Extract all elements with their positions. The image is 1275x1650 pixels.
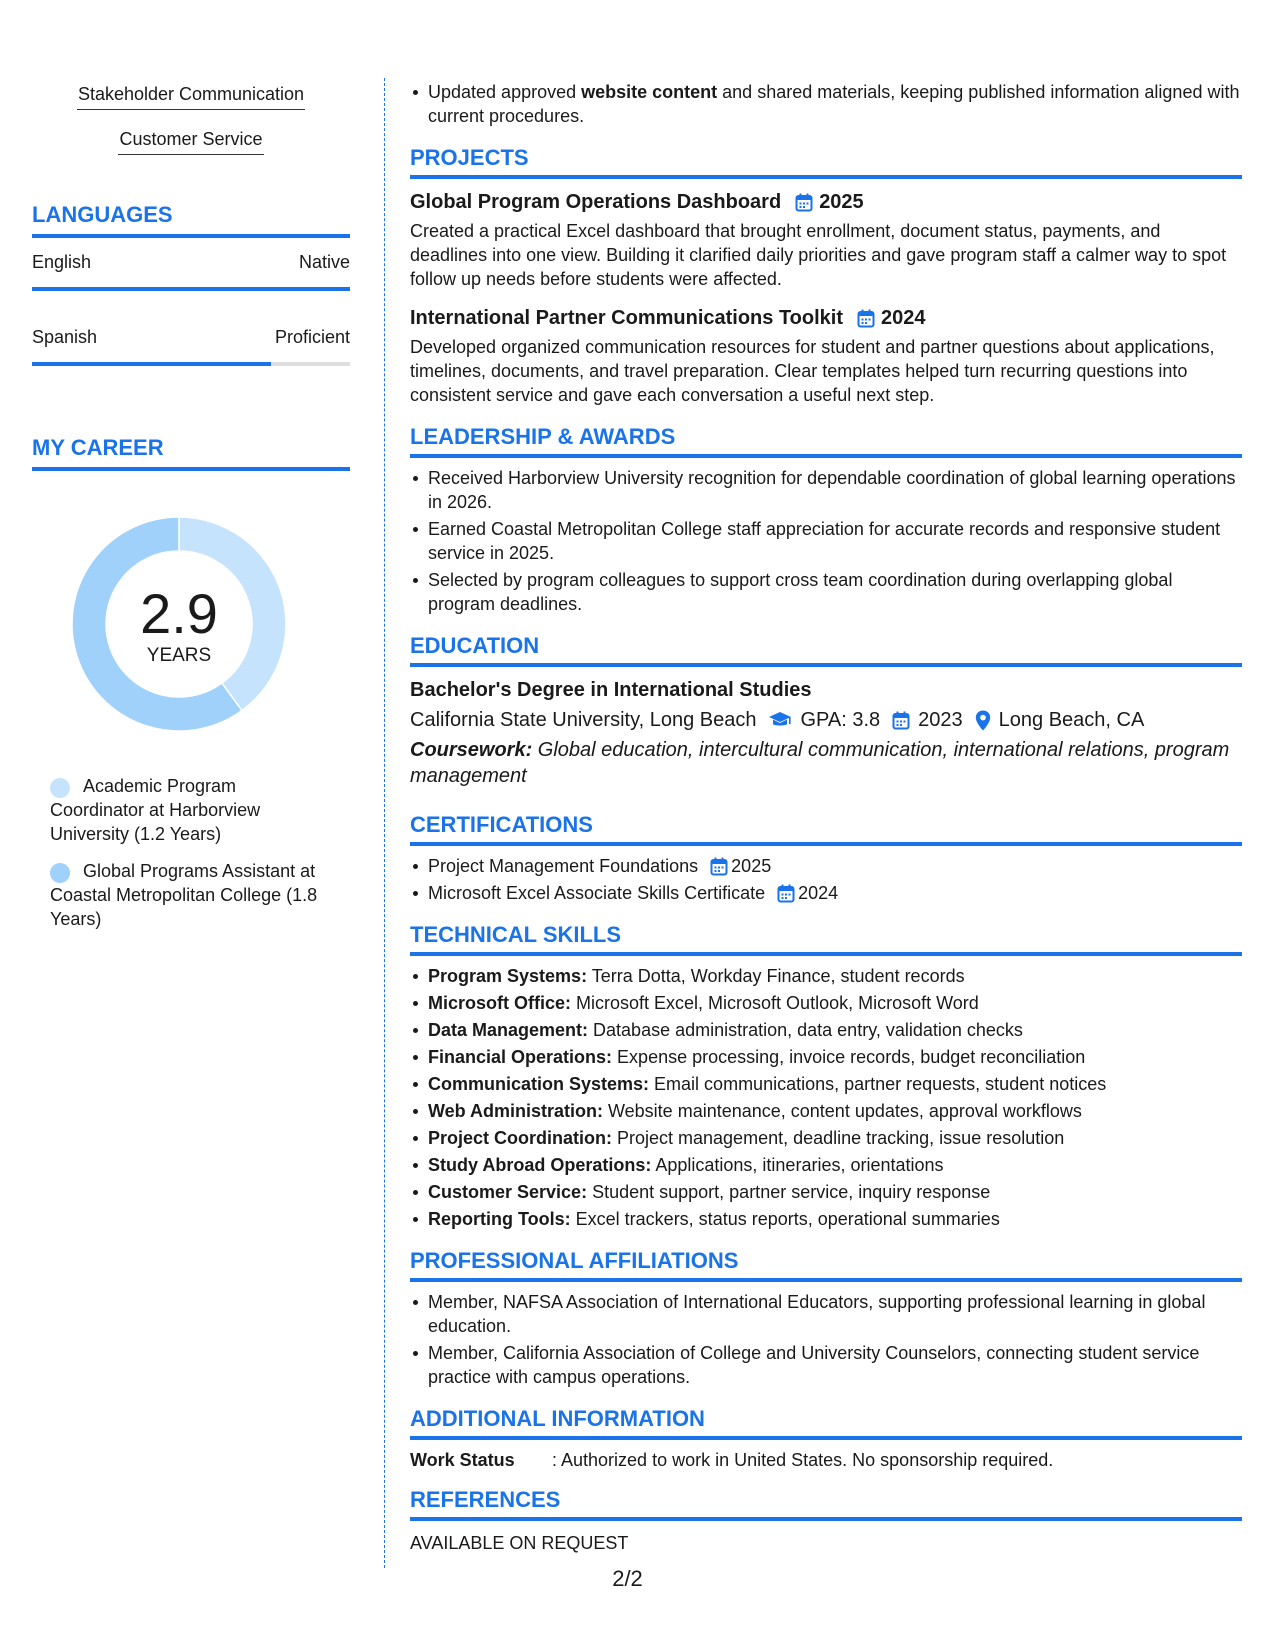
- career-total-years: 2.9: [140, 582, 218, 645]
- calendar-icon: [710, 857, 728, 876]
- education-details: [410, 707, 1242, 733]
- technical-skills-list: [410, 964, 1242, 1231]
- project-description: Developed organized communication resources for student and partner questions about applications, timelines, documents, and travel preparation. Clear templates helped turn recurring questions into consistent service and gave each conversation a useful next step.: [410, 337, 1215, 405]
- list-item: Updated approved website content and shared materials, keeping published information aligned with current procedures.: [410, 80, 1242, 128]
- language-row: [32, 250, 350, 274]
- skill-label: Reporting Tools:: [428, 1209, 571, 1229]
- page-number: 2/2: [612, 1566, 643, 1591]
- skill-value: Applications, itineraries, orientations: [651, 1155, 944, 1175]
- calendar-icon: [777, 884, 795, 903]
- graduation-cap-icon: [768, 711, 792, 729]
- language-level: Native: [298, 252, 350, 272]
- language-level: Proficient: [274, 327, 350, 347]
- career-legend: [50, 774, 320, 931]
- project-title: Global Program Operations Dashboard 2025: [410, 191, 864, 213]
- skill-tag: Customer Service: [32, 127, 350, 155]
- additional-info-heading: ADDITIONAL INFORMATION: [410, 1405, 1242, 1440]
- calendar-icon: [892, 711, 910, 730]
- language-row: [32, 325, 350, 349]
- career-heading: MY CAREER: [32, 434, 350, 471]
- skill-label: Web Administration:: [428, 1101, 603, 1121]
- list-item: Received Harborview University recognition for dependable coordination of global learning operations in 2026.: [410, 466, 1242, 514]
- right-column: [410, 80, 1242, 1555]
- skill-label: Microsoft Office:: [428, 993, 572, 1013]
- skill-value: Microsoft Excel, Microsoft Outlook, Microsoft Word: [571, 993, 979, 1013]
- list-item: Project Management Foundations 2025: [410, 854, 1242, 878]
- work-status-row: [410, 1448, 1242, 1472]
- list-item: [410, 1180, 1242, 1204]
- skill-value: Expense processing, invoice records, budget reconciliation: [612, 1047, 1086, 1067]
- legend-item: [50, 859, 320, 931]
- references-text: AVAILABLE ON REQUEST: [410, 1533, 629, 1553]
- school-location: Long Beach, CA: [998, 709, 1145, 731]
- career-total-unit: YEARS: [146, 645, 212, 666]
- skill-value: Project management, deadline tracking, issue resolution: [612, 1128, 1065, 1148]
- list-item: [410, 1018, 1242, 1042]
- list-item: Member, NAFSA Association of International Educators, supporting professional learning in global education.: [410, 1290, 1242, 1338]
- legend-dot: [50, 863, 70, 883]
- skill-value: Database administration, data entry, validation checks: [588, 1020, 1023, 1040]
- experience-bullet-continuation: [410, 80, 1242, 128]
- technical-skills-heading: TECHNICAL SKILLS: [410, 921, 1242, 956]
- skill-tag: Stakeholder Communication: [32, 82, 350, 110]
- leadership-heading: LEADERSHIP & AWARDS: [410, 423, 1242, 458]
- legend-item: [50, 774, 320, 846]
- list-item: [410, 964, 1242, 988]
- language-proficiency-bar: [32, 362, 350, 366]
- list-item: [410, 991, 1242, 1015]
- skill-label: Study Abroad Operations:: [428, 1155, 652, 1175]
- languages-heading: LANGUAGES: [32, 201, 350, 238]
- skill-value: Terra Dotta, Workday Finance, student records: [587, 966, 965, 986]
- skill-value: Student support, partner service, inquiry response: [587, 1182, 991, 1202]
- list-item: Earned Coastal Metropolitan College staff appreciation for accurate records and responsive student service in 2025.: [410, 517, 1242, 565]
- skill-label: Data Management:: [428, 1020, 589, 1040]
- donut-center: [66, 511, 292, 737]
- language-proficiency-fill: [32, 362, 271, 366]
- references-heading: REFERENCES: [410, 1486, 1242, 1521]
- list-item: [410, 1207, 1242, 1231]
- legend-label: Academic Program Coordinator at Harborview University (1.2 Years): [50, 776, 261, 844]
- column-divider: [384, 78, 385, 1568]
- list-item: [410, 1045, 1242, 1069]
- gpa: GPA: 3.8: [800, 709, 881, 731]
- list-item: [410, 1126, 1242, 1150]
- work-status-value: : Authorized to work in United States. No sponsorship required.: [552, 1450, 1054, 1470]
- graduation-year: 2023: [918, 709, 963, 731]
- left-column: [32, 82, 350, 931]
- affiliations-heading: PROFESSIONAL AFFILIATIONS: [410, 1247, 1242, 1282]
- list-item: [410, 1153, 1242, 1177]
- degree-title: Bachelor's Degree in International Studies: [410, 679, 812, 701]
- skill-value: Website maintenance, content updates, approval workflows: [603, 1101, 1082, 1121]
- list-item: Member, California Association of College and University Counselors, connecting student service practice with campus operations.: [410, 1341, 1242, 1389]
- skill-label: Project Coordination:: [428, 1128, 612, 1148]
- career-donut-chart: [66, 511, 292, 737]
- list-item: [410, 1099, 1242, 1123]
- skill-value: Excel trackers, status reports, operational summaries: [570, 1209, 1000, 1229]
- legend-dot: [50, 778, 70, 798]
- leadership-list: [410, 466, 1242, 616]
- calendar-icon: [795, 193, 813, 212]
- affiliations-list: [410, 1290, 1242, 1389]
- spacer: [32, 291, 350, 313]
- language-name: Spanish: [32, 327, 98, 347]
- school-name: California State University, Long Beach: [410, 709, 757, 731]
- location-pin-icon: [975, 710, 991, 731]
- skill-value: Email communications, partner requests, student notices: [649, 1074, 1107, 1094]
- projects-heading: PROJECTS: [410, 144, 1242, 179]
- work-status-label: Work Status: [410, 1450, 515, 1470]
- languages-list: [32, 250, 350, 366]
- coursework: Coursework: Global education, intercultural communication, international relations, program management: [410, 739, 1230, 787]
- calendar-icon: [857, 309, 875, 328]
- skill-label: Communication Systems:: [428, 1074, 650, 1094]
- legend-label: Global Programs Assistant at Coastal Metropolitan College (1.8 Years): [50, 861, 318, 929]
- skill-label: Customer Service:: [428, 1182, 588, 1202]
- project-description: Created a practical Excel dashboard that brought enrollment, document status, payments, and deadlines into one view. Building it clarified daily priorities and gave program staff a calmer way to spot follow up needs before students were affected.: [410, 221, 1227, 289]
- project-title: International Partner Communications Toolkit 2024: [410, 307, 926, 329]
- certifications-heading: CERTIFICATIONS: [410, 811, 1242, 846]
- list-item: Microsoft Excel Associate Skills Certificate 2024: [410, 881, 1242, 905]
- list-item: [410, 1072, 1242, 1096]
- certifications-list: [410, 854, 1242, 905]
- list-item: Selected by program colleagues to support cross team coordination during overlapping global program deadlines.: [410, 568, 1242, 616]
- skill-label: Financial Operations:: [428, 1047, 613, 1067]
- education-heading: EDUCATION: [410, 632, 1242, 667]
- language-name: English: [32, 252, 92, 272]
- skill-label: Program Systems:: [428, 966, 588, 986]
